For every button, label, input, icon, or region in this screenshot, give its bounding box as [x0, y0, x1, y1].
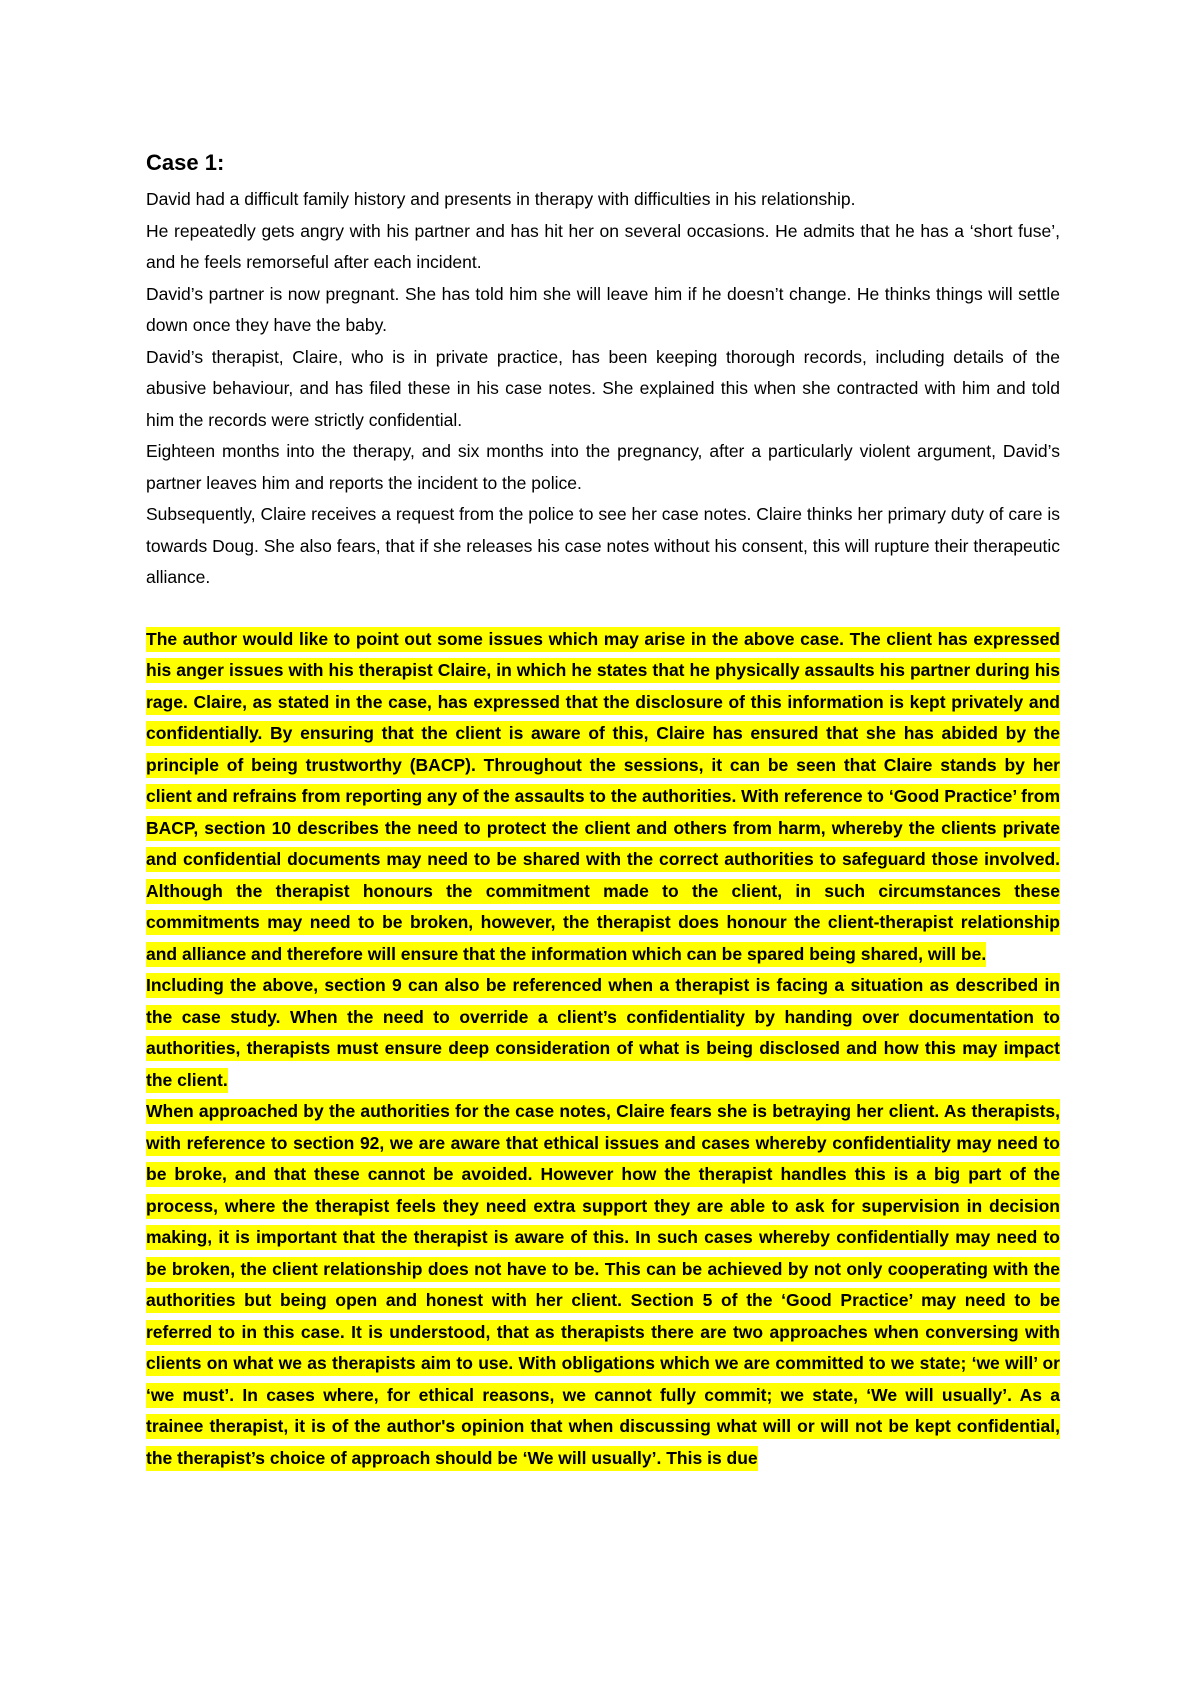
document-content [146, 148, 1060, 1474]
highlighted-paragraph [146, 1096, 1060, 1474]
highlighted-paragraph [146, 624, 1060, 971]
case-description [146, 184, 1060, 594]
case-paragraph: David had a difficult family history and presents in therapy with difficulties in his relationship. [146, 189, 856, 209]
case-paragraph: David’s therapist, Claire, who is in private practice, has been keeping thorough records, including details of the abusive behaviour, and has filed these in his case notes. She explained this when she contracted with him and told him the records were strictly confidential. [146, 346, 1060, 430]
highlighted-text: The author would like to point out some issues which may arise in the above case. The client has expressed his anger issues with his therapist Claire, in which he states that he physically assaults his partner during his rage. Claire, as stated in the case, has expressed that the disclosure of this information is kept privately and confidentially. By ensuring that the client is aware of this, Claire has ensured that she has abided by the principle of being trustworthy (BACP). Throughout the sessions, it can be seen that Claire stands by her client and refrains from reporting any of the assaults to the authorities. With reference to ‘Good Practice’ from BACP, section 10 describes the need to protect the client and others from harm, whereby the clients private and confidential documents may need to be shared with the correct authorities to safeguard those involved. Although the therapist honours the commitment made to the client, in such circumstances these commitments may need to be broken, however, the therapist does honour the client-therapist relationship and alliance and therefore will ensure that the information which can be spared being shared, will be. [146, 627, 1060, 967]
highlighted-analysis [146, 624, 1060, 1475]
case-paragraph: Subsequently, Claire receives a request from the police to see her case notes. Claire thinks her primary duty of care is towards Doug. She also fears, that if she releases his case notes without his consent, this will rupture their therapeutic alliance. [146, 504, 1060, 587]
case-paragraph: David’s partner is now pregnant. She has told him she will leave him if he doesn’t change. He thinks things will settle down once they have the baby. [146, 283, 1060, 335]
highlighted-text: When approached by the authorities for the case notes, Claire fears she is betraying her client. As therapists, with reference to section 92, we are aware that ethical issues and cases whereby confidentiality may need to be broke, and that these cannot be avoided. However how the therapist handles this is a big part of the process, where the therapist feels they need extra support they are able to ask for supervision in decision making, it is important that the therapist is aware of this. In such cases whereby confidentially may need to be broken, the client relationship does not have to be. This can be achieved by not only cooperating with the authorities but being open and honest with her client. Section 5 of the ‘Good Practice’ may need to be referred to in this case. It is understood, that as therapists there are two approaches when conversing with clients on what we as therapists aim to use. With obligations which we are committed to we state; ‘we will’ or ‘we must’. In cases where, for ethical reasons, we cannot fully commit; we state, ‘We will usually’. As a trainee therapist, it is of the author's opinion that when discussing what will or will not be kept confidential, the therapist’s choice of approach should be ‘We will usually’. This is due [146, 1099, 1060, 1471]
highlighted-text: Including the above, section 9 can also be referenced when a therapist is facing a situation as described in the case study. When the need to override a client’s confidentiality by handing over documentation to authorities, therapists must ensure deep consideration of what is being disclosed and how this may impact the client. [146, 973, 1060, 1093]
highlighted-paragraph [146, 970, 1060, 1096]
case-heading: Case 1: [146, 150, 225, 175]
case-paragraph: He repeatedly gets angry with his partner and has hit her on several occasions. He admits that he has a ‘short fuse’, and he feels remorseful after each incident. [146, 220, 1060, 272]
case-paragraph: Eighteen months into the therapy, and six months into the pregnancy, after a particularly violent argument, David’s partner leaves him and reports the incident to the police. [146, 441, 1060, 493]
